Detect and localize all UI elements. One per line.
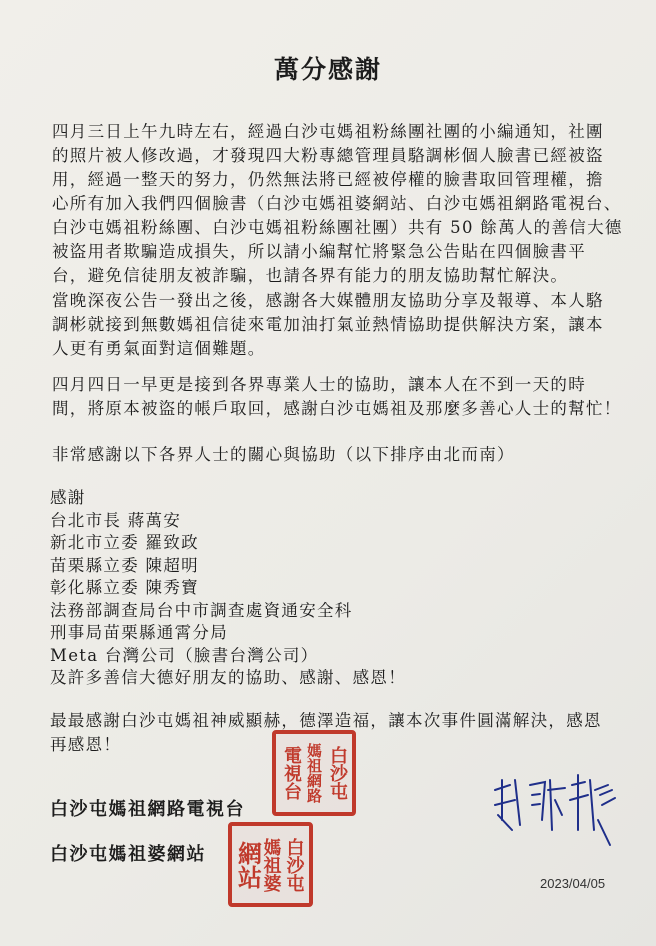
seal-stamp-website — [228, 822, 313, 907]
thanks-list — [50, 487, 406, 690]
seal-column: 電視台 — [281, 746, 302, 800]
list-item: 刑事局苗栗縣通霄分局 — [50, 623, 228, 642]
text-line: 人更有勇氣面對這個難題。 — [52, 339, 266, 358]
list-item: 新北市立委 羅致政 — [50, 533, 199, 552]
paragraph-thanks-intro — [52, 443, 632, 467]
list-item: 法務部調查局台中市調查處資通安全科 — [50, 600, 353, 620]
seal-column: 網站 — [233, 840, 263, 889]
list-item: 感謝 — [50, 488, 86, 507]
text-line: 調彬就接到無數媽祖信徒來電加油打氣並熱情協助提供解決方案，讓本 — [52, 315, 604, 334]
text-line: 再感恩！ — [50, 735, 122, 754]
text-line: 的照片被人修改過，才發現四大粉專總管理員駱調彬個人臉書已經被盜 — [52, 146, 604, 165]
organization-tv: 白沙屯媽祖網路電視台 — [50, 799, 245, 820]
list-item: 苗栗縣立委 陳超明 — [50, 555, 199, 575]
paragraph-incident — [52, 120, 632, 288]
text-line: 心所有加入我們四個臉書（白沙屯媽祖婆網站、白沙屯媽祖網路電視台、 — [52, 194, 622, 213]
text-line: 最最感謝白沙屯媽祖神威顯赫，德澤造福，讓本次事件圓滿解決，感恩 — [50, 711, 602, 730]
list-item: 台北市長 蔣萬安 — [50, 510, 182, 530]
document-title: 萬分感謝 — [273, 55, 382, 84]
seal-column: 白沙屯 — [327, 746, 348, 800]
text-line: 用，經過一整天的努力，仍然無法將已經被停權的臉書取回管理權，擔 — [52, 170, 604, 189]
text-line: 台，避免信徒朋友被詐騙，也請各界有能力的朋友協助幫忙解決。 — [52, 266, 569, 285]
seal-column: 媽祖網路 — [305, 743, 323, 803]
text-line: 非常感謝以下各界人士的關心與協助（以下排序由北而南） — [52, 445, 515, 464]
paragraph-recovery — [52, 373, 632, 421]
seal-column: 媽祖婆 — [260, 837, 282, 892]
text-line: 被盜用者欺騙造成損失，所以請小編幫忙將緊急公告貼在四個臉書平 — [52, 242, 586, 261]
list-item: Meta 台灣公司（臉書台灣公司） — [50, 645, 319, 665]
text-line: 間，將原本被盜的帳戶取回，感謝白沙屯媽祖及那麼多善心人士的幫忙！ — [52, 399, 622, 418]
organization-website: 白沙屯媽祖婆網站 — [50, 844, 206, 865]
list-item: 彰化縣立委 陳秀寶 — [50, 578, 199, 597]
seal-column: 白沙屯 — [283, 837, 305, 892]
text-line: 白沙屯媽祖粉絲團、白沙屯媽祖粉絲團社團）共有 50 餘萬人的善信大德 — [52, 218, 623, 237]
text-line: 當晚深夜公告一發出之後，感謝各大媒體朋友協助分享及報導、本人駱 — [52, 291, 604, 310]
seal-stamp-tv — [272, 730, 356, 816]
text-line: 四月四日一早更是接到各界專業人士的協助，讓本人在不到一天的時 — [52, 375, 586, 394]
handwritten-signature — [490, 760, 620, 850]
signature-date: 2023/04/05 — [540, 876, 606, 891]
paragraph-media-thanks — [52, 289, 632, 361]
text-line: 四月三日上午九時左右，經過白沙屯媽祖粉絲團社團的小編通知，社團 — [52, 122, 604, 141]
list-item: 及許多善信大德好朋友的協助、感謝、感恩！ — [50, 668, 406, 687]
